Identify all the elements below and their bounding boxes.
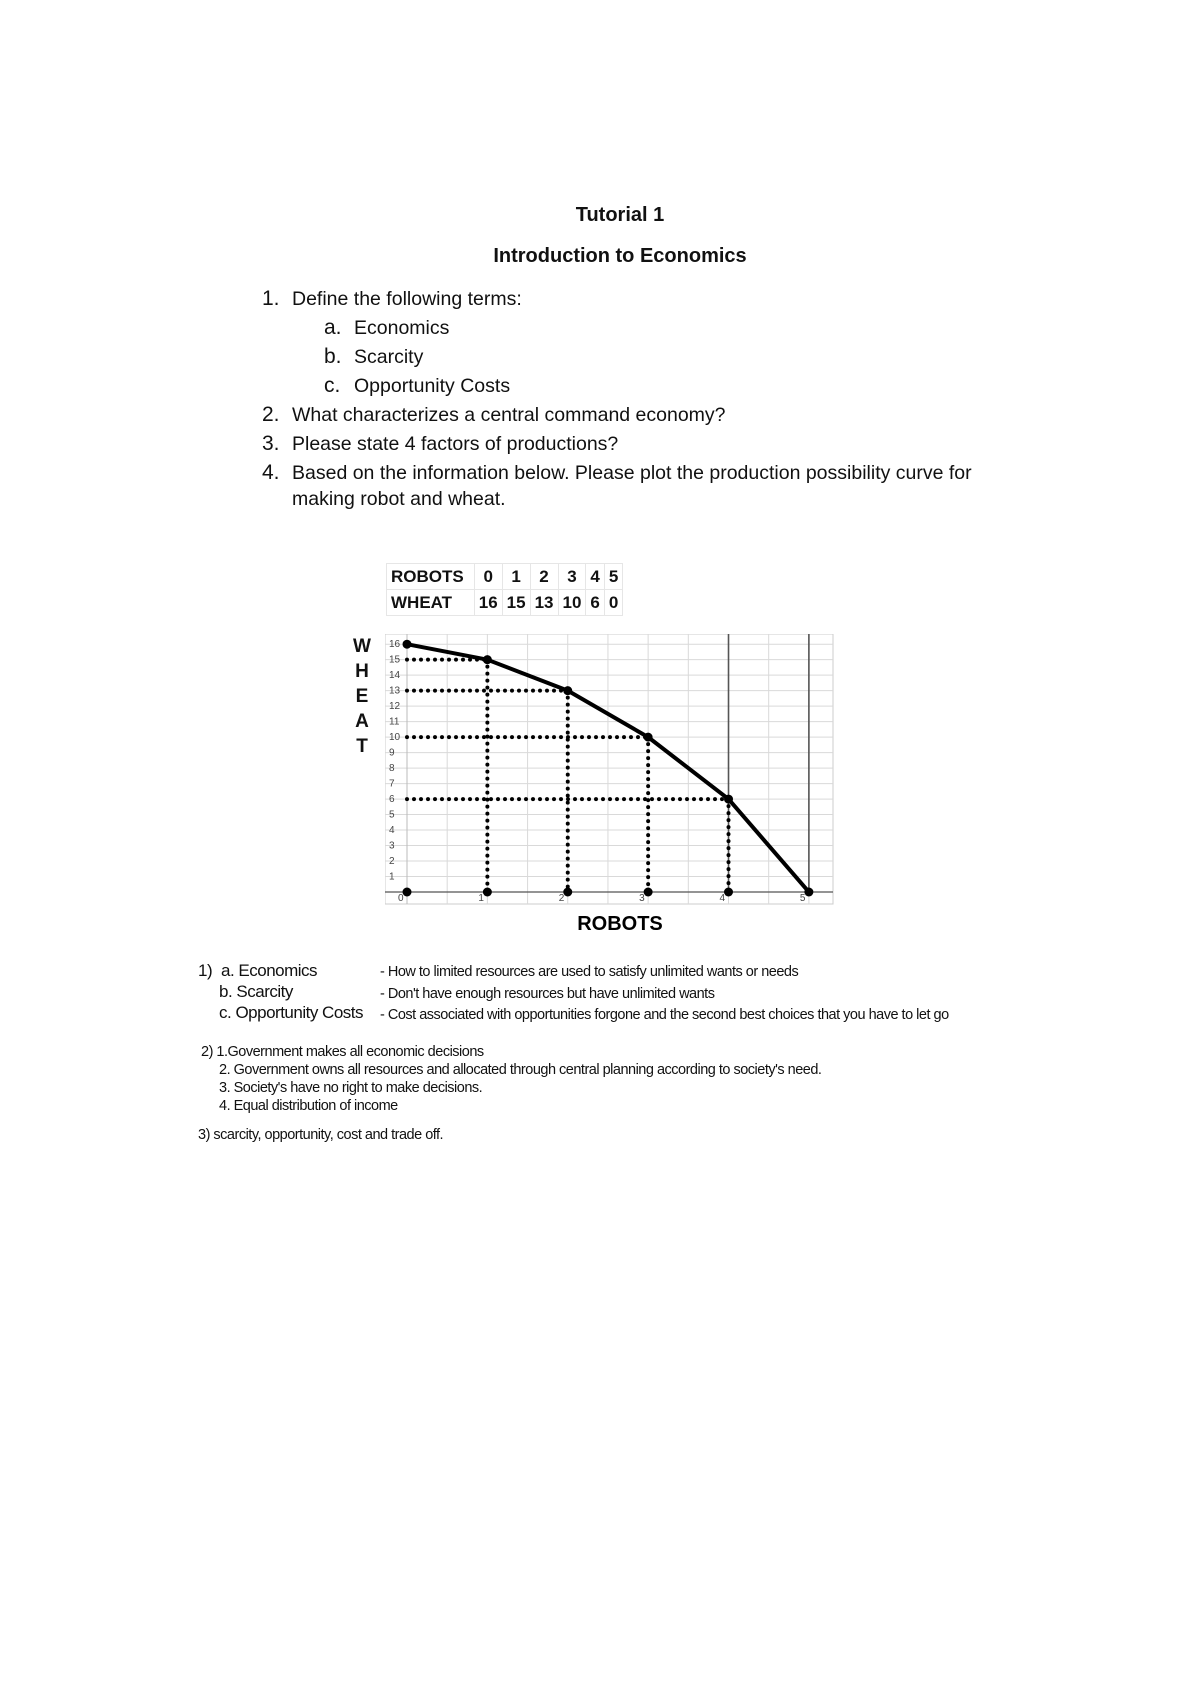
y-tick-label: 3 bbox=[389, 840, 395, 852]
sub-text: Economics bbox=[354, 317, 450, 339]
y-tick-label: 7 bbox=[389, 778, 395, 790]
page-title: Tutorial 1 bbox=[575, 204, 665, 226]
question-text: What characterizes a central command economy? bbox=[292, 404, 726, 426]
answer-1-term-a: a. Economics bbox=[221, 961, 318, 980]
x-tick-label: 5 bbox=[799, 893, 806, 904]
question-text: Define the following terms: bbox=[292, 288, 522, 310]
x-tick-label: 3 bbox=[639, 893, 645, 904]
y-axis-letter: A bbox=[355, 711, 369, 732]
table-row-wheat bbox=[387, 590, 623, 616]
table-cell: 2 bbox=[530, 564, 558, 590]
axis-point bbox=[563, 888, 572, 897]
ppc-point bbox=[403, 640, 412, 649]
sub-letter: c. bbox=[324, 374, 341, 397]
answer-1-term-b: b. Scarcity bbox=[219, 982, 293, 1001]
table-cell: 10 bbox=[558, 590, 586, 616]
y-tick-label: 14 bbox=[389, 670, 401, 682]
ppc-point bbox=[724, 795, 733, 804]
question-text-line-1: Based on the information below. Please plot the production possibility curve for bbox=[292, 462, 972, 484]
question-2 bbox=[262, 402, 726, 428]
chart-grid bbox=[385, 634, 833, 904]
question-4 bbox=[262, 460, 972, 486]
question-number: 4. bbox=[262, 461, 280, 484]
table-cell: 13 bbox=[530, 590, 558, 616]
y-tick-label: 12 bbox=[389, 701, 401, 713]
chart-frame bbox=[385, 634, 833, 904]
x-axis-label: ROBOTS bbox=[577, 913, 663, 934]
answer-2-line-1: 2) 1.Government makes all economic decisions bbox=[201, 1044, 484, 1060]
y-tick-label: 8 bbox=[389, 763, 395, 775]
answer-3: 3) scarcity, opportunity, cost and trade off. bbox=[198, 1127, 444, 1143]
y-tick-label: 4 bbox=[389, 825, 395, 837]
y-tick-label: 2 bbox=[389, 856, 395, 868]
ppc-point bbox=[804, 888, 813, 897]
y-axis-letter: W bbox=[353, 636, 371, 657]
y-axis-letter: H bbox=[355, 661, 369, 682]
y-tick-label: 9 bbox=[389, 747, 395, 759]
answer-2-line-2: 2. Government owns all resources and allocated through central planning according to society's need. bbox=[219, 1062, 822, 1078]
question-1-sub-a bbox=[324, 315, 450, 341]
table-cell: 15 bbox=[502, 590, 530, 616]
table-cell: 5 bbox=[604, 564, 622, 590]
question-1-sub-b bbox=[324, 344, 424, 370]
question-text-line-2: making robot and wheat. bbox=[292, 488, 506, 510]
y-axis-letter: E bbox=[355, 686, 369, 707]
x-tick-label: 2 bbox=[558, 893, 565, 904]
robots-wheat-table bbox=[386, 563, 623, 616]
ppc-point bbox=[563, 686, 572, 695]
axis-point bbox=[644, 888, 653, 897]
ppc-point bbox=[644, 733, 653, 742]
answer-1-def-b: - Don't have enough resources but have unlimited wants bbox=[380, 986, 715, 1002]
table-row-robots bbox=[387, 564, 623, 590]
y-tick-label: 16 bbox=[389, 639, 401, 651]
y-tick-label: 11 bbox=[389, 716, 400, 728]
table-cell: 4 bbox=[586, 564, 604, 590]
question-text: Please state 4 factors of productions? bbox=[292, 433, 619, 455]
x-tick-label: 4 bbox=[719, 893, 726, 904]
question-number: 1. bbox=[262, 287, 280, 310]
chart-ticks bbox=[389, 639, 806, 904]
y-tick-label: 5 bbox=[389, 809, 395, 821]
table-row-label: WHEAT bbox=[387, 590, 475, 616]
y-tick-label: 6 bbox=[389, 794, 395, 806]
y-tick-label: 13 bbox=[389, 685, 401, 697]
question-3 bbox=[262, 431, 619, 457]
answer-1-def-c: - Cost associated with opportunities forgone and the second best choices that you have to let go bbox=[380, 1007, 949, 1023]
y-tick-label: 10 bbox=[389, 732, 401, 744]
y-tick-label: 15 bbox=[389, 654, 401, 666]
table-cell: 16 bbox=[474, 590, 502, 616]
axis-point bbox=[403, 888, 412, 897]
question-4-continued bbox=[292, 486, 506, 512]
table-row-label: ROBOTS bbox=[387, 564, 475, 590]
x-tick-label: 0 bbox=[398, 893, 404, 904]
sub-letter: a. bbox=[324, 316, 342, 339]
page-subtitle: Introduction to Economics bbox=[493, 245, 747, 267]
question-number: 3. bbox=[262, 432, 280, 455]
y-tick-label: 1 bbox=[389, 871, 395, 883]
axis-point bbox=[483, 888, 492, 897]
axis-point bbox=[724, 888, 733, 897]
answer-2-line-3: 3. Society's have no right to make decisions. bbox=[219, 1080, 483, 1096]
ppc-chart bbox=[385, 634, 835, 934]
table-cell: 0 bbox=[604, 590, 622, 616]
ppc-point bbox=[483, 655, 492, 664]
sub-text: Opportunity Costs bbox=[354, 375, 511, 397]
question-1-sub-c bbox=[324, 373, 511, 399]
table-cell: 0 bbox=[474, 564, 502, 590]
y-axis-letter: T bbox=[356, 736, 368, 757]
table-cell: 3 bbox=[558, 564, 586, 590]
answer-1-def-a: - How to limited resources are used to satisfy unlimited wants or needs bbox=[380, 964, 799, 980]
sub-text: Scarcity bbox=[354, 346, 424, 368]
x-tick-label: 1 bbox=[478, 893, 484, 904]
answer-2-line-4: 4. Equal distribution of income bbox=[219, 1098, 398, 1114]
answer-1-number: 1) bbox=[198, 961, 213, 980]
answer-1-term-c: c. Opportunity Costs bbox=[219, 1003, 364, 1022]
table-cell: 6 bbox=[586, 590, 604, 616]
question-number: 2. bbox=[262, 403, 280, 426]
question-1 bbox=[262, 286, 522, 312]
table-cell: 1 bbox=[502, 564, 530, 590]
sub-letter: b. bbox=[324, 345, 342, 368]
